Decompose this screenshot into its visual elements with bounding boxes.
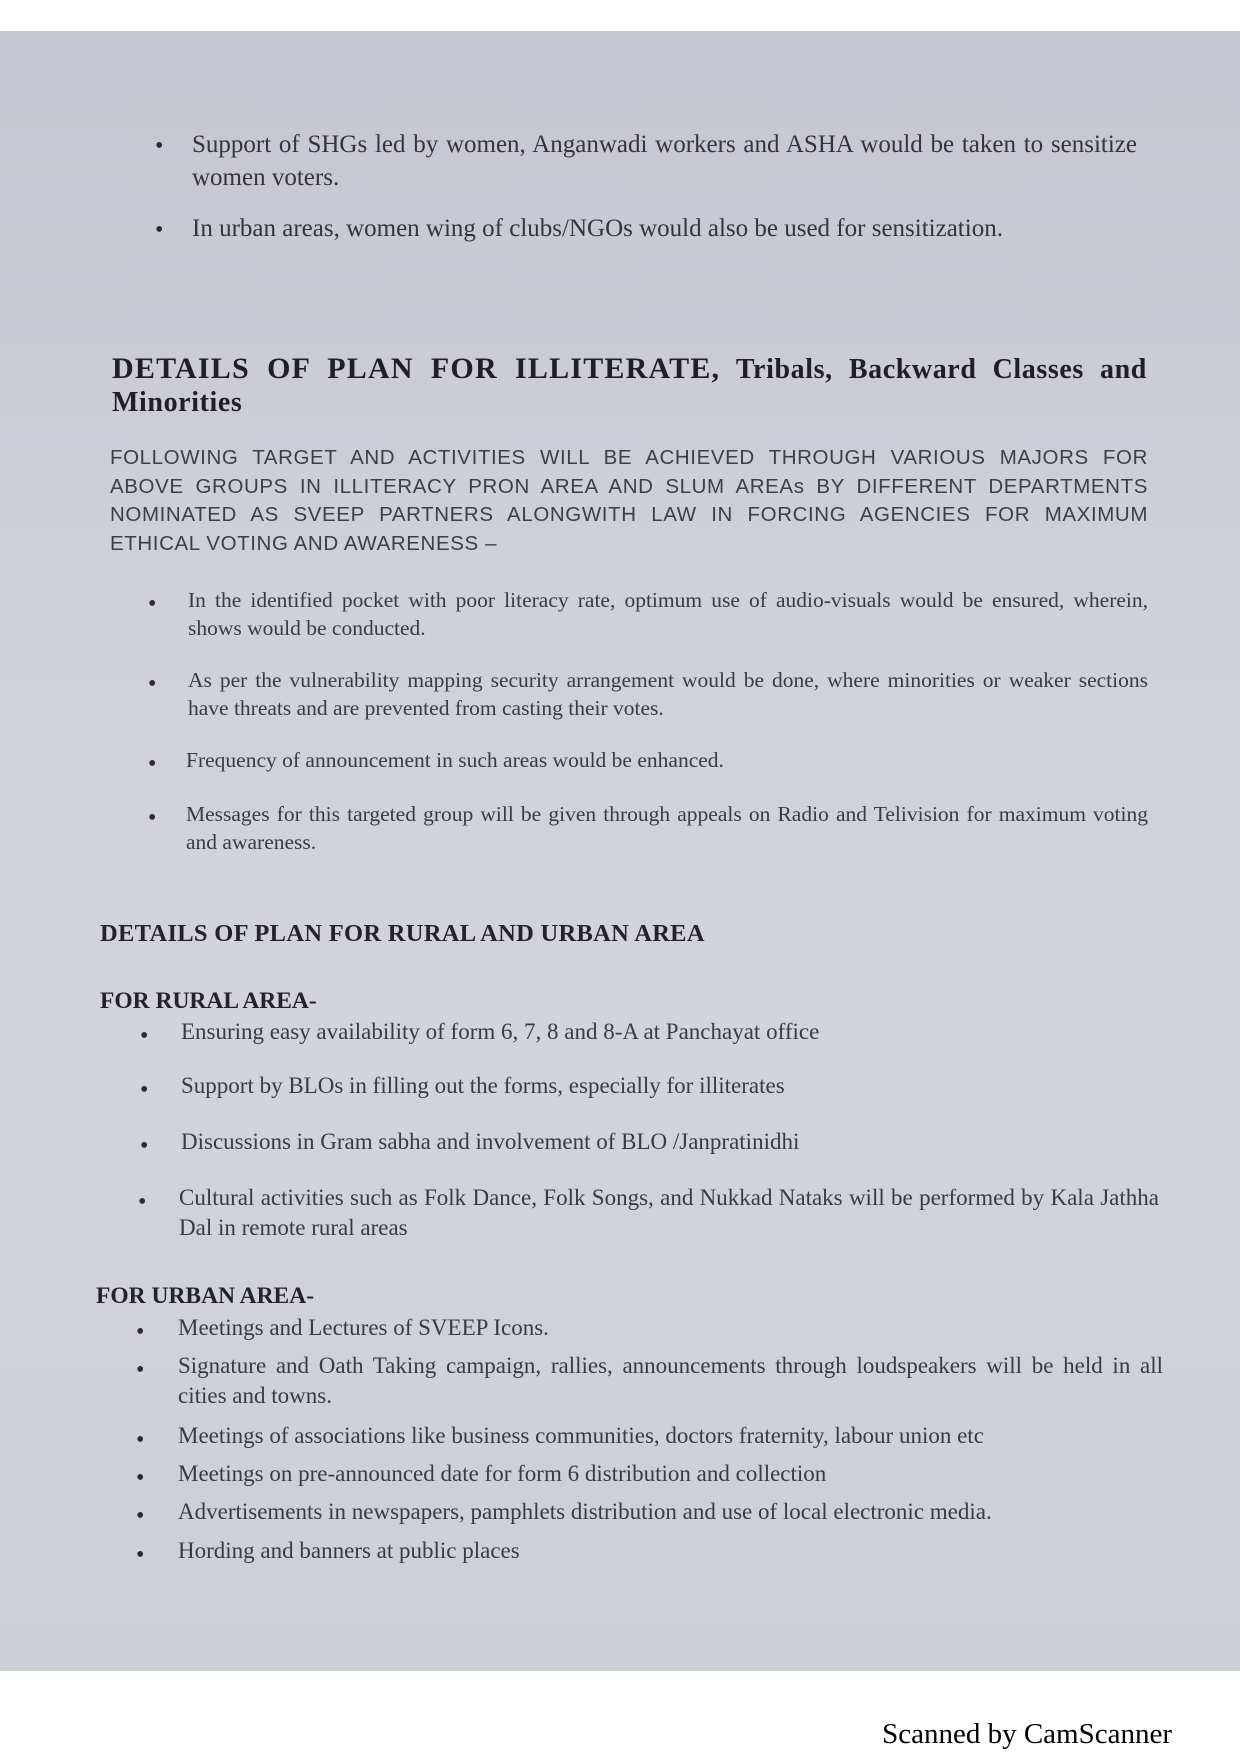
bullet-icon: •: [148, 805, 157, 831]
section-heading-rural-urban: DETAILS OF PLAN FOR RURAL AND URBAN AREA: [100, 920, 705, 947]
illiterate-bullet-4: Messages for this targeted group will be given through appeals on Radio and Telivision for maximum voting and awareness.: [186, 802, 1148, 854]
bullet-icon: •: [136, 1427, 145, 1453]
urban-bullet-1: Meetings and Lectures of SVEEP Icons.: [178, 1315, 549, 1340]
bullet-icon: •: [138, 1189, 147, 1215]
illiterate-bullet-3: Frequency of announcement in such areas would be enhanced.: [186, 748, 724, 772]
rural-bullet-1: Ensuring easy availability of form 6, 7, 8 and 8-A at Panchayat office: [181, 1019, 820, 1044]
rural-bullet-2: Support by BLOs in filling out the forms, especially for illiterates: [181, 1073, 785, 1098]
section-heading-illiterate: [112, 352, 1147, 419]
urban-bullet-3: Meetings of associations like business communities, doctors fraternity, labour union etc: [178, 1423, 984, 1448]
rural-area-heading: FOR RURAL AREA-: [100, 988, 317, 1014]
bullet-icon: •: [136, 1542, 145, 1568]
urban-area-heading: FOR URBAN AREA-: [96, 1283, 315, 1309]
urban-bullet-5: Advertisements in newspapers, pamphlets distribution and use of local electronic media.: [178, 1499, 992, 1524]
illiterate-bullet-2: As per the vulnerability mapping security arrangement would be done, where minorities or weaker sections have threats and are prevented from casting their votes.: [188, 668, 1148, 720]
bullet-icon: •: [140, 1133, 149, 1159]
bullet-icon: •: [155, 133, 164, 159]
section-heading-caps: DETAILS OF PLAN FOR ILLITERATE,: [112, 352, 721, 385]
rural-bullet-4: Cultural activities such as Folk Dance, Folk Songs, and Nukkad Nataks will be performed by Kala Jathha Dal in remote rural areas: [179, 1185, 1159, 1240]
urban-bullet-6: Hording and banners at public places: [178, 1538, 520, 1563]
section-heading-rest: Tribals, Backward Classes and Minorities: [112, 354, 1147, 418]
scanner-watermark: Scanned by CamScanner: [882, 1718, 1172, 1750]
bullet-icon: •: [136, 1465, 145, 1491]
bullet-icon: •: [148, 751, 157, 777]
intro-bullet-2: In urban areas, women wing of clubs/NGOs would also be used for sensitization.: [192, 215, 1003, 242]
bullet-icon: •: [136, 1319, 145, 1345]
bullet-icon: •: [140, 1077, 149, 1103]
illiterate-bullet-1: In the identified pocket with poor literacy rate, optimum use of audio-visuals would be ensured, wherein, shows would be conducted.: [188, 588, 1148, 640]
intro-bullet-1: Support of SHGs led by women, Anganwadi workers and ASHA would be taken to sensitize women voters.: [192, 131, 1137, 191]
bullet-icon: •: [136, 1503, 145, 1529]
bullet-icon: •: [140, 1023, 149, 1049]
bullet-icon: •: [148, 591, 157, 617]
urban-bullet-4: Meetings on pre-announced date for form 6 distribution and collection: [178, 1461, 827, 1486]
bullet-icon: •: [136, 1357, 145, 1383]
urban-bullet-2: Signature and Oath Taking campaign, rallies, announcements through loudspeakers will be held in all cities and towns.: [178, 1353, 1163, 1408]
bullet-icon: •: [155, 217, 164, 243]
rural-bullet-3: Discussions in Gram sabha and involvement of BLO /Janpratinidhi: [181, 1129, 800, 1154]
section1-intro-paragraph: FOLLOWING TARGET AND ACTIVITIES WILL BE ACHIEVED THROUGH VARIOUS MAJORS FOR ABOVE GROUPS IN ILLITERACY PRON AREA AND SLUM AREAs BY DIFFERENT DEPARTMENTS NOMINATED AS SVEEP PARTNERS ALONGWITH LAW IN FORCING AGENCIES FOR MAXIMUM ETHICAL VOTING AND AWARENESS –: [110, 446, 1148, 555]
bullet-icon: •: [148, 671, 157, 697]
